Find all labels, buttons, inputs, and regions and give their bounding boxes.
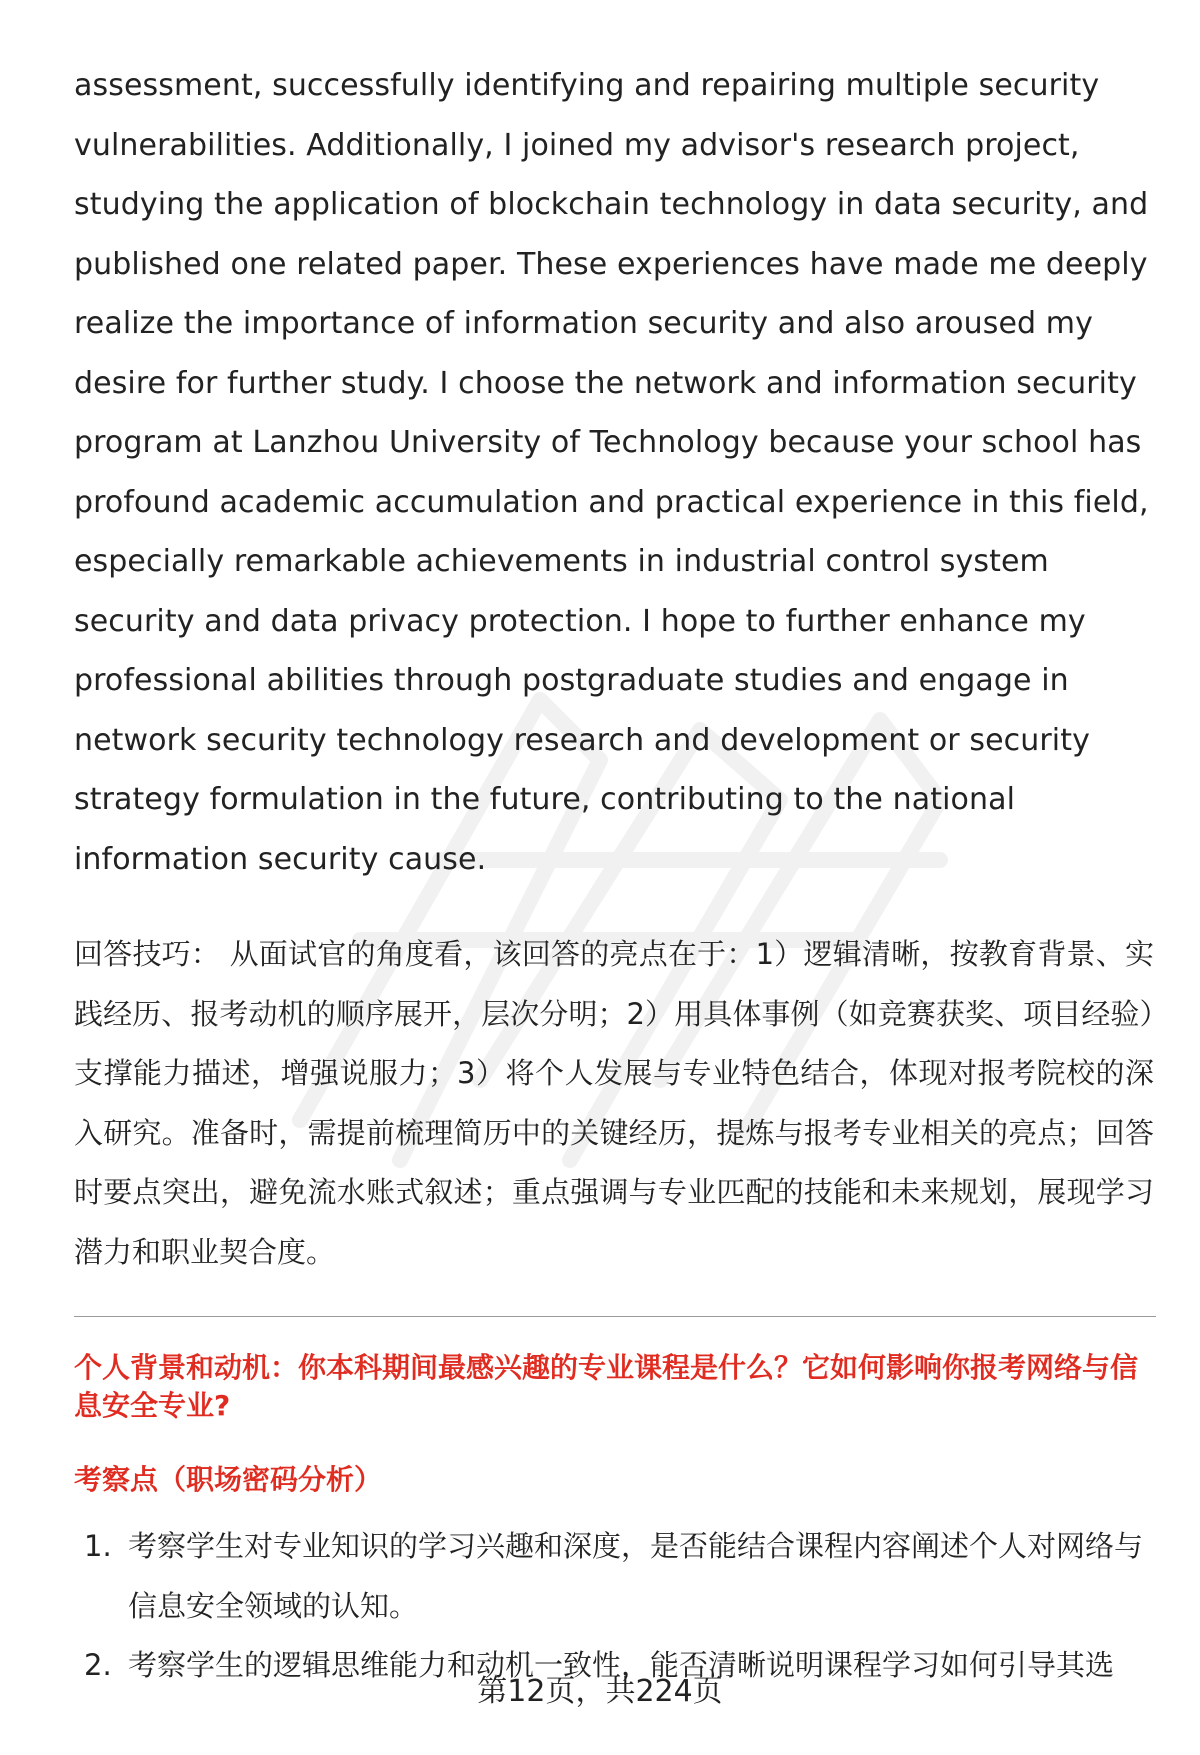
answer-paragraph: assessment, successfully identifying and repairing multiple security vulnerabilities. Additionally, I joined my advisor's research project, studying the application of blockchain technology in data security, and published one related paper. These experiences have made me deeply realize the importance of information security and also aroused my desire for further study. I choose the network and information security program at Lanzhou University of Technology because your school has profound academic accumulation and practical experience in this field, especially remarkable achievements in industrial control system security and data privacy protection. I hope to further enhance my professional abilities through postgraduate studies and engage in network security technology research and development or security strategy formulation in the future, contributing to the national information security cause. <box>74 68 1149 877</box>
page-number-footer: 第12页，共224页 <box>477 1674 723 1709</box>
list-item <box>74 1517 1154 1636</box>
list-item-number: 2. <box>84 1648 112 1682</box>
assessment-subheading: 考察点（职场密码分析） <box>74 1463 383 1496</box>
assessment-points-list <box>74 1517 1154 1696</box>
list-item-text: 考察学生的逻辑思维能力和动机一致性，能否清晰说明课程学习如何引导其选 <box>128 1648 1115 1682</box>
answer-tips-paragraph <box>74 925 1154 1282</box>
question-heading: 个人背景和动机：你本科期间最感兴趣的专业课程是什么？它如何影响你报考网络与信息安全专业? <box>74 1351 1139 1422</box>
tips-text: 从面试官的角度看，该回答的亮点在于：1）逻辑清晰，按教育背景、实践经历、报考动机的顺序展开，层次分明；2）用具体事例（如竞赛获奖、项目经验）支撑能力描述，增强说服力；3）将个人发展与专业特色结合，体现对报考院校的深入研究。准备时，需提前梳理简历中的关键经历，提炼与报考专业相关的亮点；回答时要点突出，避免流水账式叙述；重点强调与专业匹配的技能和未来规划，展现学习潜力和职业契合度。 <box>74 937 1154 1269</box>
tips-label: 回答技巧： <box>74 937 221 971</box>
list-item-number: 1. <box>84 1529 112 1563</box>
list-item-text: 考察学生对专业知识的学习兴趣和深度，是否能结合课程内容阐述个人对网络与信息安全领域的认知。 <box>128 1529 1144 1623</box>
document-page <box>74 56 1154 1696</box>
section-divider <box>74 1316 1156 1317</box>
